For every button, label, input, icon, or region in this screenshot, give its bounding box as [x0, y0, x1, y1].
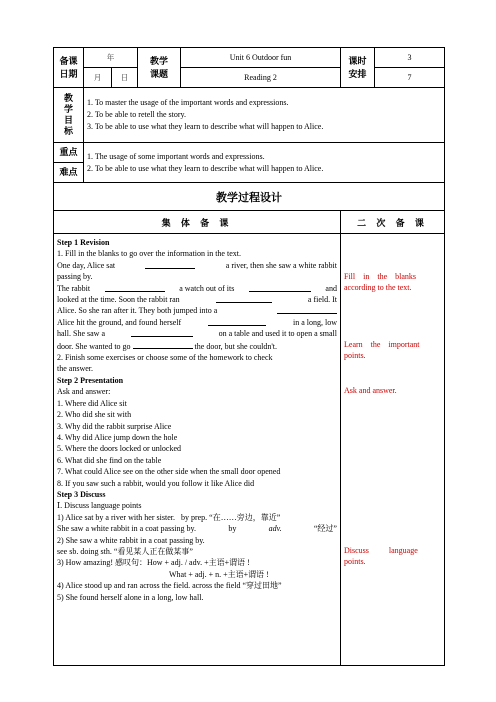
- period-total: 7: [375, 68, 445, 88]
- language-point: see sb. doing sth. “看见某人正在做某事”: [57, 546, 193, 556]
- step1-title: Step 1 Revision: [57, 238, 110, 247]
- question-item: 1. Where did Alice sit: [57, 398, 127, 408]
- objectives-list: [84, 88, 445, 143]
- key-point-item: 1. The usage of some important words and expressions.: [87, 151, 265, 161]
- question-item: 3. Why did the rabbit surprise Alice: [57, 421, 172, 431]
- language-point: 1) Alice sat by a river with her sister. by prep. “在……旁边，靠近”: [57, 512, 281, 522]
- blank-line: looked at the time. Soon the rabbit ran a field. It: [57, 295, 337, 305]
- language-point: She saw a white rabbit in a coat passing by. by adv. “经过”: [57, 524, 337, 534]
- year-cell: 年: [84, 48, 138, 68]
- period-number: 3: [375, 48, 445, 68]
- blank-line: The rabbit a watch out of its and: [57, 283, 337, 293]
- question-item: 5. Where the doors locked or unlocked: [57, 444, 182, 454]
- month-cell: 月: [84, 68, 112, 88]
- side-note: Learn the important points.: [344, 340, 420, 361]
- question-item: 8. If you saw such a rabbit, would you follow it like Alice did: [57, 478, 255, 488]
- question-item: 2. Who did she sit with: [57, 410, 132, 420]
- objective-item: 1. To master the usage of the important words and expressions.: [87, 98, 289, 107]
- step1-instruction: 1. Fill in the blanks to go over the information in the text.: [57, 249, 241, 259]
- key-point-item: 2. To be able to use what they learn to describe what will happen to Alice.: [87, 163, 324, 173]
- blank-line: Alice. So she ran after it. They both jumped into a: [57, 305, 337, 316]
- language-point: 3) How amazing! 感叹句：How + adj. / adv. +主语+谓语 !: [57, 558, 250, 568]
- key-points-label: 重点: [54, 143, 84, 163]
- side-note: Ask and answer.: [344, 386, 397, 395]
- blank-line: hall. She saw a on a table and used it to open a small: [57, 329, 337, 339]
- unit-title: Unit 6 Outdoor fun: [181, 48, 341, 68]
- language-point: 5) She found herself alone in a long, low hall.: [57, 592, 204, 602]
- blank-line: One day, Alice sat a river, then she saw a white rabbit: [57, 260, 337, 270]
- blank-line: door. She wanted to go the door, but she couldn't.: [57, 341, 277, 351]
- step3-title: Step 3 Discuss: [57, 489, 106, 499]
- question-item: 4. Why did Alice jump down the hole: [57, 432, 178, 442]
- difficult-points-label: 难点: [54, 163, 84, 183]
- language-point: What + adj. + n. +主语+谓语 !: [169, 569, 269, 579]
- main-content: Step 1 Revision 1. Fill in the blanks to go over the information in the text. One day, Alice sat a river, then she saw a white rabbit passing by. The rabbit a watch out of its and looked at the time. Soon the rabbit ran a field. It Alice. So she ran after it. They both jumped into a Alice hit the ground, and found herself in a long, low hall. She saw a on a table and used it to open a small door. She wanted to go the door, but she couldn't. 2. Finish some exercises or choose some of the homework to check the answer. Step 2 Presentation Ask and answer: 1. Where did Alice sit 2. Who did she sit with 3. Why did the rabbit surprise Alice 4. Why did Alice jump down the hole 5. Where the doors locked or unlocked 6. What did she find on the table 7. What could Alice see on the other side when the small door opened 8. If you saw such a rabbit, would you follow it like Alice did Step 3 Discuss Ⅰ. Discuss language points 1) Alice sat by a river with her sister. by prep. “在……旁边，靠近” She saw a white rabbit in a coat passing by. by adv. “经过” 2) She saw a white rabbit in a coat passing by. see sb. doing sth. “看见某人正在做某事” 3) How amazing! 感叹句：How + adj. / adv. +主语+谓语 ! What + adj. + n. +主语+谓语 ! 4) Alice stood up and ran across the field. across the field “穿过田地” 5) She found herself alone in a long, low hall.: [54, 234, 341, 666]
- date-label: 备课 日期: [54, 48, 84, 88]
- lesson-plan-table: [53, 47, 445, 666]
- question-item: 7. What could Alice see on the other side when the small door opened: [57, 467, 281, 477]
- side-note: Discuss language points.: [344, 546, 418, 567]
- periods-label: 课时 安排: [341, 48, 375, 88]
- day-cell: 日: [112, 68, 138, 88]
- question-item: 6. What did she find on the table: [57, 455, 162, 465]
- topic-label: 教学 课题: [138, 48, 181, 88]
- side-note: Fill in the blanks according to the text.: [344, 272, 416, 293]
- step2-title: Step 2 Presentation: [57, 375, 124, 385]
- main-column-header: 集 体 备 课: [54, 211, 341, 234]
- design-title: 教学过程设计: [54, 183, 445, 211]
- language-point: 2) She saw a white rabbit in a coat passing by.: [57, 535, 205, 545]
- side-column-header: 二 次 备 课: [341, 211, 445, 234]
- objectives-label: 教 学 目 标: [54, 88, 84, 143]
- objective-item: 2. To be able to retell the story.: [87, 110, 186, 119]
- lesson-title: Reading 2: [181, 68, 341, 88]
- secondary-notes: [341, 234, 445, 666]
- objective-item: 3. To be able to use what they learn to describe what will happen to Alice.: [87, 122, 324, 131]
- language-point: 4) Alice stood up and ran across the field. across the field “穿过田地”: [57, 581, 282, 591]
- lesson-plan-page: [53, 47, 444, 666]
- key-points-list: [84, 143, 445, 183]
- blank-line: Alice hit the ground, and found herself in a long, low: [57, 317, 337, 327]
